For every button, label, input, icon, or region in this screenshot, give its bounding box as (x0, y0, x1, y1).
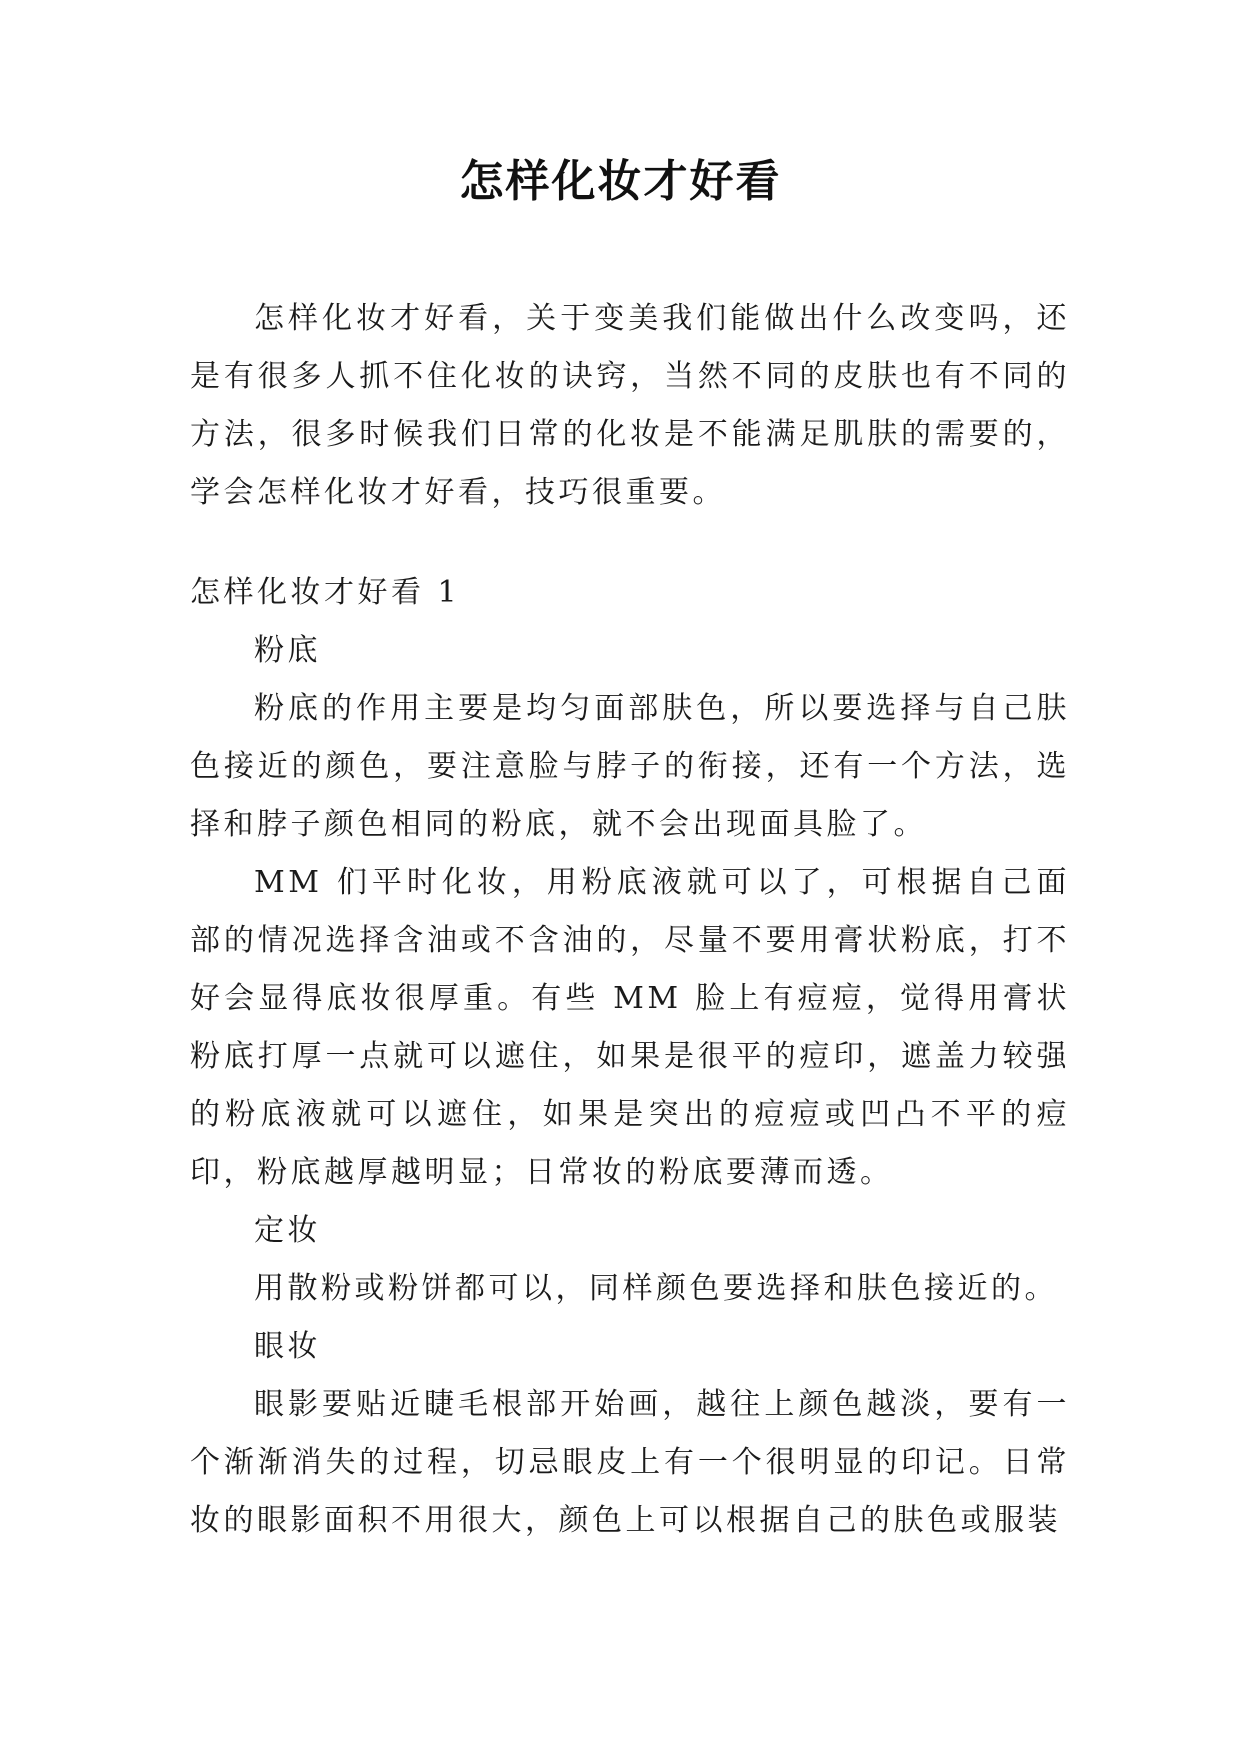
paragraph-foundation-usage: MM 们平时化妆，用粉底液就可以了，可根据自己面部的情况选择含油或不含油的，尽量不要用膏状粉底，打不好会显得底妆很厚重。有些 MM 脸上有痘痘，觉得用膏状粉底打厚一点就可以遮住，如果是很平的痘印，遮盖力较强的粉底液就可以遮住，如果是突出的痘痘或凹凸不平的痘印，粉底越厚越明显；日常妆的粉底要薄而透。 (190, 865, 1070, 1190)
subheading-setting: 定妆 (254, 1213, 321, 1248)
subheading-foundation: 粉底 (254, 633, 321, 668)
paragraph-eye-makeup: 眼影要贴近睫毛根部开始画，越往上颜色越淡，要有一个渐渐消失的过程，切忌眼皮上有一个很明显的印记。日常妆的眼影面积不用很大，颜色上可以根据自己的肤色或服装 (190, 1387, 1070, 1538)
subheading-eye-makeup: 眼妆 (254, 1329, 321, 1364)
document-body (190, 290, 1070, 1550)
paragraph-foundation-purpose: 粉底的作用主要是均匀面部肤色，所以要选择与自己肤色接近的颜色，要注意脸与脖子的衔接，还有一个方法，选择和脖子颜色相同的粉底，就不会出现面具脸了。 (190, 691, 1070, 842)
document-title: 怎样化妆才好看 (459, 156, 782, 207)
section-heading: 怎样化妆才好看 1 (190, 575, 461, 610)
paragraph-setting: 用散粉或粉饼都可以，同样颜色要选择和肤色接近的。 (254, 1271, 1058, 1306)
intro-paragraph: 怎样化妆才好看，关于变美我们能做出什么改变吗，还是有很多人抓不住化妆的诀窍，当然不同的皮肤也有不同的方法，很多时候我们日常的化妆是不能满足肌肤的需要的，学会怎样化妆才好看，技巧很重要。 (190, 301, 1070, 510)
